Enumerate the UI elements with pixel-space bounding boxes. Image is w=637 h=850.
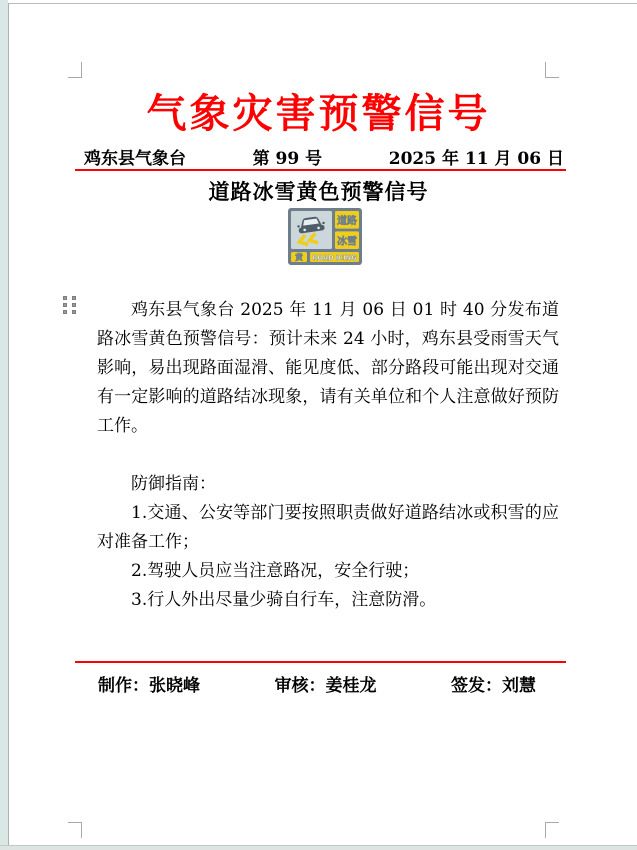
- canvas-bottom-edge: [0, 845, 637, 850]
- icon-label-top: 道路: [337, 216, 357, 227]
- footer-rule: [75, 661, 566, 663]
- guide-title: 防御指南：: [131, 474, 216, 494]
- masthead-row: [75, 144, 566, 169]
- road-icing-warning-icon-svg: [288, 208, 362, 265]
- guide-item-3: 3.行人外出尽量少骑自行车，注意防滑。: [131, 590, 437, 610]
- reviewer-signature: 审核：姜桂龙: [274, 676, 377, 696]
- warning-subtitle: 道路冰雪黄色预警信号: [208, 179, 429, 204]
- margin-crop-mark-bottom-left: [68, 822, 82, 838]
- body-text-block[interactable]: [97, 296, 559, 615]
- signature-row: [98, 671, 536, 696]
- masthead-rule: [75, 169, 566, 171]
- issue-number: 第 99 号: [252, 149, 323, 169]
- icon-english-label: ROAD ICING: [312, 253, 357, 262]
- warning-paragraph: 鸡东县气象台 2025 年 11 月 06 日 01 时 40 分发布道路冰雪黄色预警信号：预计未来 24 小时，鸡东县受雨雪天气影响，易出现路面湿滑、能见度低、部分路段可能出现对交通有一定影响的道路结冰现象，请有关单位和个人注意做好预防工作。: [97, 300, 559, 436]
- icon-label-bottom: 冰雪: [337, 236, 357, 248]
- margin-crop-mark-bottom-right: [545, 822, 559, 838]
- issuer-signature: 签发：刘慧: [451, 676, 536, 696]
- guide-item-1: 1.交通、公安等部门要按照职责做好道路结冰或积雪的应对准备工作；: [97, 503, 559, 552]
- issuing-agency: 鸡东县气象台: [84, 149, 186, 169]
- paragraph-drag-handle-icon[interactable]: [63, 296, 76, 314]
- issue-date: 2025 年 11 月 06 日: [388, 149, 564, 169]
- road-icing-warning-icon: [288, 208, 362, 265]
- margin-crop-mark-top-right: [545, 62, 559, 78]
- document-title: 气象灾害预警信号: [146, 90, 491, 137]
- margin-crop-mark-top-left: [68, 62, 82, 78]
- guide-item-2: 2.驾驶人员应当注意路况，安全行驶；: [131, 561, 420, 581]
- icon-level-badge: 黄: [295, 253, 303, 262]
- maker-signature: 制作：张晓峰: [98, 676, 200, 696]
